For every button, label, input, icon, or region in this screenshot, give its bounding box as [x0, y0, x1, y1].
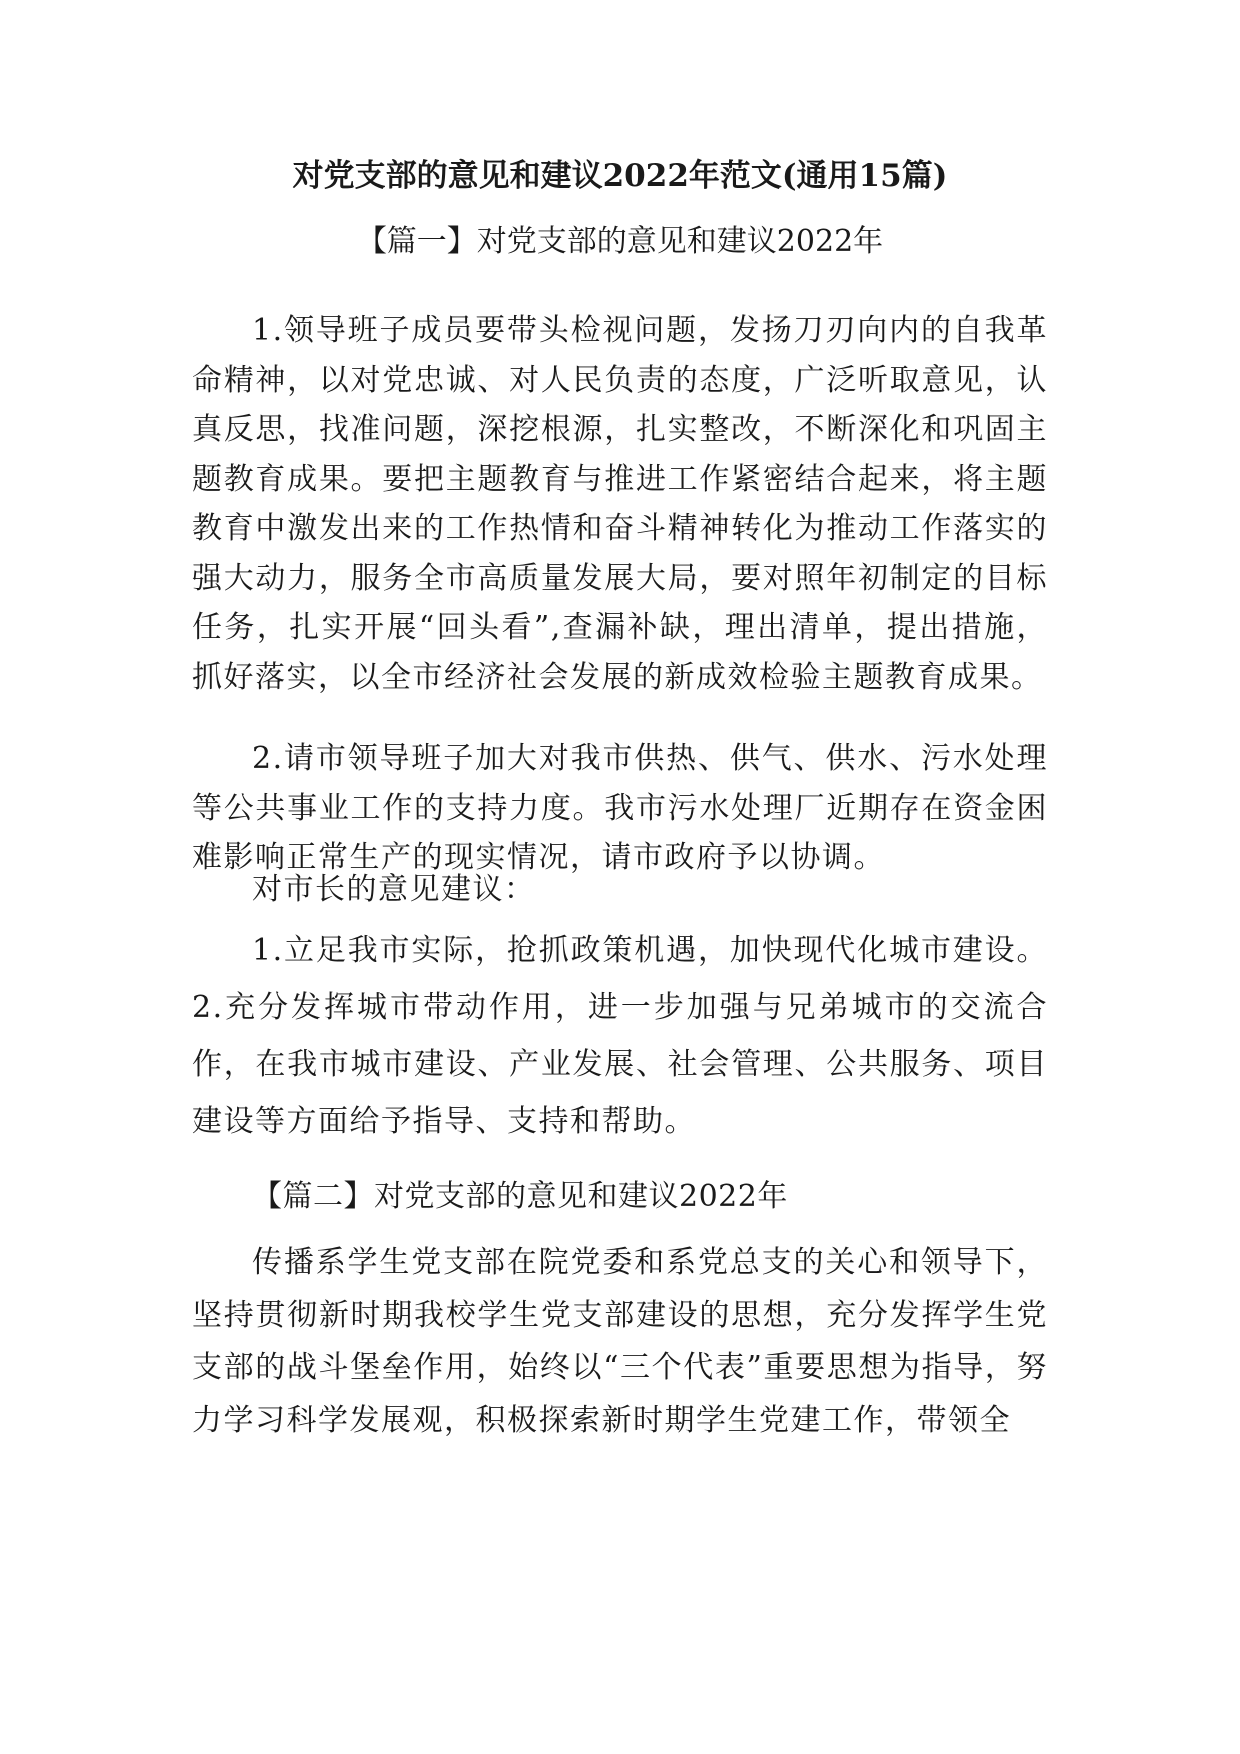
section-2-paragraph-1: 传播系学生党支部在院党委和系党总支的关心和领导下，坚持贯彻新时期我校学生党支部建设的思想，充分发挥学生党支部的战斗堡垒作用，始终以“三个代表”重要思想为指导，努力学习科学发展观，积极探索新时期学生党建工作，带领全 [192, 1245, 1048, 1438]
section-1-heading: 【篇一】对党支部的意见和建议2022年 [356, 224, 884, 259]
section-1-paragraph-1: 1.领导班子成员要带头检视问题，发扬刀刃向内的自我革命精神，以对党忠诚、对人民负责的态度，广泛听取意见，认真反思，找准问题，深挖根源，扎实整改，不断深化和巩固主题教育成果。要把主题教育与推进工作紧密结合起来，将主题教育中激发出来的工作热情和奋斗精神转化为推动工作落实的强大动力，服务全市高质量发展大局，要对照年初制定的目标任务，扎实开展“回头看”,查漏补缺，理出清单，提出措施，抓好落实，以全市经济社会发展的新成效检验主题教育成果。 [192, 313, 1048, 695]
section-1-paragraph-2: 2.请市领导班子加大对我市供热、供气、供水、污水处理等公共事业工作的支持力度。我市污水处理厂近期存在资金困难影响正常生产的现实情况，请市政府予以协调。 [192, 741, 1048, 875]
section-1-paragraph-4: 1.立足我市实际，抢抓政策机遇，加快现代化城市建设。2.充分发挥城市带动作用，进一步加强与兄弟城市的交流合作，在我市城市建设、产业发展、社会管理、公共服务、项目建设等方面给予指导、支持和帮助。 [192, 933, 1048, 1139]
section-2-heading: 【篇二】对党支部的意见和建议2022年 [252, 1179, 788, 1214]
document-title: 对党支部的意见和建议2022年范文(通用15篇) [292, 158, 948, 194]
section-1-paragraph-3: 对市长的意见建议： [252, 872, 536, 907]
